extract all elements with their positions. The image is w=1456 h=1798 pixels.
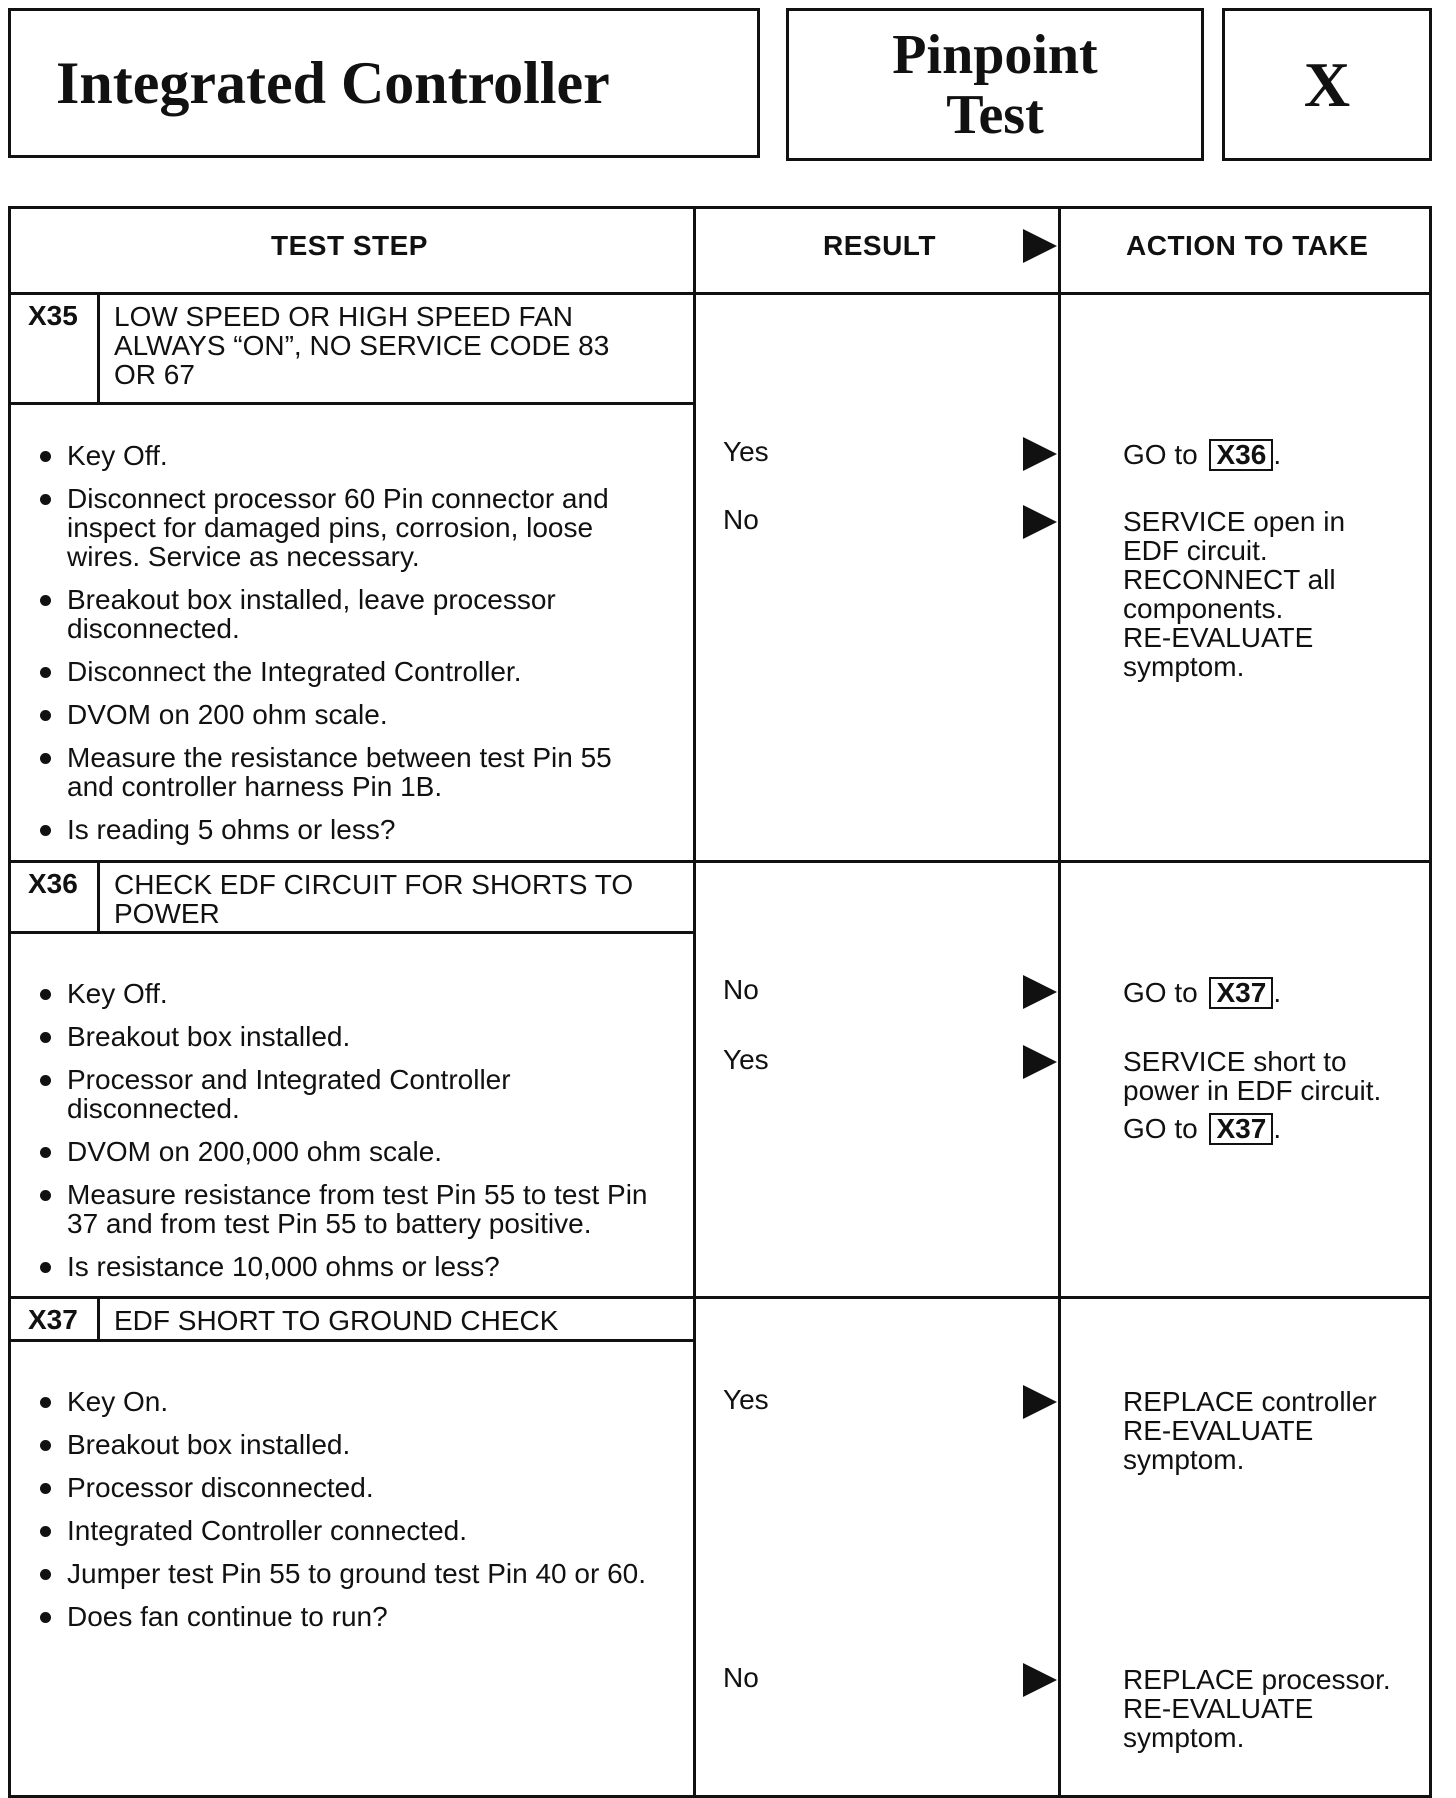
result-arrow-icon xyxy=(1023,1385,1057,1419)
bullet-icon xyxy=(40,1483,51,1494)
action-prefix: GO to xyxy=(1123,439,1198,470)
bullet-icon xyxy=(40,710,51,721)
action-line: symptom. xyxy=(1123,1444,1245,1475)
bullet-text: Key Off. xyxy=(67,440,168,471)
action-line: REPLACE controller xyxy=(1123,1386,1377,1417)
pinpoint-line-2: Test xyxy=(946,83,1044,146)
action-line: RE-EVALUATE xyxy=(1123,1415,1314,1446)
step-divider xyxy=(11,860,1429,863)
bullet-text: Measure the resistance between test Pin 55 xyxy=(67,742,612,773)
step-id-divider xyxy=(97,295,100,405)
step-reference: X36 xyxy=(1209,439,1273,471)
bullet-text: Processor disconnected. xyxy=(67,1472,374,1503)
bullet-text: Measure resistance from test Pin 55 to test Pin xyxy=(67,1179,648,1210)
step-title-divider xyxy=(11,931,693,934)
step-divider xyxy=(11,1296,1429,1299)
bullet-icon xyxy=(40,1262,51,1273)
result-arrow-icon xyxy=(1023,1663,1057,1697)
bullet-text: and controller harness Pin 1B. xyxy=(67,771,443,802)
bullet-text: Jumper test Pin 55 to ground test Pin 40 or 60. xyxy=(67,1558,647,1589)
bullet-text: Breakout box installed. xyxy=(67,1021,351,1052)
bullet-text: inspect for damaged pins, corrosion, loose xyxy=(67,512,594,543)
bullet-icon xyxy=(40,1397,51,1408)
action-text xyxy=(1123,1113,1281,1145)
bullet-icon xyxy=(40,1440,51,1451)
bullet-icon xyxy=(40,1032,51,1043)
bullet-icon xyxy=(40,1569,51,1580)
bullet-text: 37 and from test Pin 55 to battery positive. xyxy=(67,1208,592,1239)
step-title-line: LOW SPEED OR HIGH SPEED FAN xyxy=(114,301,573,332)
bullet-text: Key Off. xyxy=(67,978,168,1009)
step-title-line: ALWAYS “ON”, NO SERVICE CODE 83 xyxy=(114,330,610,361)
pinpoint-test-box xyxy=(786,8,1204,161)
bullet-icon xyxy=(40,753,51,764)
bullet-text: Does fan continue to run? xyxy=(67,1601,388,1632)
action-text xyxy=(1123,439,1281,471)
bullet-text: Integrated Controller connected. xyxy=(67,1515,468,1546)
result-label: Yes xyxy=(723,436,769,467)
column-divider-action xyxy=(1058,209,1061,1795)
bullet-icon xyxy=(40,1147,51,1158)
action-line: SERVICE short to xyxy=(1123,1046,1347,1077)
result-label: Yes xyxy=(723,1384,769,1415)
result-arrow-icon xyxy=(1023,1045,1057,1079)
step-title-divider xyxy=(11,402,693,405)
bullet-text: Processor and Integrated Controller xyxy=(67,1064,511,1095)
bullet-icon xyxy=(40,989,51,1000)
bullet-icon xyxy=(40,494,51,505)
step-id: X35 xyxy=(28,300,78,331)
bullet-text: Key On. xyxy=(67,1386,169,1417)
bullet-text: Is reading 5 ohms or less? xyxy=(67,814,396,845)
bullet-text: Breakout box installed. xyxy=(67,1429,351,1460)
action-suffix: . xyxy=(1273,1113,1282,1144)
action-line: symptom. xyxy=(1123,651,1245,682)
bullet-icon xyxy=(40,1075,51,1086)
pinpoint-test-table xyxy=(8,206,1432,1798)
column-divider-result xyxy=(693,209,696,1795)
step-title-line: CHECK EDF CIRCUIT FOR SHORTS TO xyxy=(114,869,634,900)
result-arrow-icon xyxy=(1023,975,1057,1009)
step-id-divider xyxy=(97,1299,100,1341)
action-line: RE-EVALUATE xyxy=(1123,622,1314,653)
action-line: components. xyxy=(1123,593,1284,624)
result-label: No xyxy=(723,1662,759,1693)
bullet-icon xyxy=(40,1190,51,1201)
bullet-icon xyxy=(40,1612,51,1623)
manual-title: Integrated Controller xyxy=(56,49,610,116)
bullet-text: DVOM on 200 ohm scale. xyxy=(67,699,388,730)
step-id: X37 xyxy=(28,1304,78,1335)
step-title-divider xyxy=(11,1339,693,1342)
step-reference: X37 xyxy=(1209,977,1273,1009)
bullet-icon xyxy=(40,667,51,678)
section-letter-box xyxy=(1222,8,1432,161)
result-arrow-icon xyxy=(1023,505,1057,539)
header-arrow-icon xyxy=(1023,229,1057,263)
step-id-divider xyxy=(97,863,100,933)
result-arrow-icon xyxy=(1023,437,1057,471)
bullet-icon xyxy=(40,1526,51,1537)
bullet-text: Disconnect the Integrated Controller. xyxy=(67,656,522,687)
step-title-line: OR 67 xyxy=(114,359,195,390)
action-suffix: . xyxy=(1273,439,1282,470)
bullet-icon xyxy=(40,451,51,462)
pinpoint-test-label xyxy=(892,25,1097,145)
col-header-action: ACTION TO TAKE xyxy=(1126,230,1369,261)
bullet-text: Disconnect processor 60 Pin connector and xyxy=(67,483,609,514)
action-text xyxy=(1123,977,1281,1009)
col-header-test-step: TEST STEP xyxy=(271,230,428,261)
action-line: RE-EVALUATE xyxy=(1123,1693,1314,1724)
result-label: No xyxy=(723,974,759,1005)
header-row-divider xyxy=(11,292,1429,295)
bullet-icon xyxy=(40,595,51,606)
action-line: symptom. xyxy=(1123,1722,1245,1753)
bullet-text: wires. Service as necessary. xyxy=(67,541,420,572)
section-letter: X xyxy=(1303,48,1351,120)
step-title-line: EDF SHORT TO GROUND CHECK xyxy=(114,1305,559,1336)
col-header-result: RESULT xyxy=(823,230,936,261)
action-line: power in EDF circuit. xyxy=(1123,1075,1382,1106)
bullet-text: DVOM on 200,000 ohm scale. xyxy=(67,1136,443,1167)
action-line: EDF circuit. xyxy=(1123,535,1268,566)
action-suffix: . xyxy=(1273,977,1282,1008)
result-label: Yes xyxy=(723,1044,769,1075)
bullet-text: disconnected. xyxy=(67,1093,240,1124)
bullet-text: Breakout box installed, leave processor xyxy=(67,584,556,615)
result-label: No xyxy=(723,504,759,535)
step-title-line: POWER xyxy=(114,898,220,929)
action-line: REPLACE processor. xyxy=(1123,1664,1391,1695)
manual-title-box xyxy=(8,8,760,158)
action-prefix: GO to xyxy=(1123,977,1198,1008)
bullet-text: Is resistance 10,000 ohms or less? xyxy=(67,1251,500,1282)
step-id: X36 xyxy=(28,868,78,899)
pinpoint-line-1: Pinpoint xyxy=(892,23,1098,86)
bullet-icon xyxy=(40,825,51,836)
action-prefix: GO to xyxy=(1123,1113,1198,1144)
action-line: RECONNECT all xyxy=(1123,564,1336,595)
action-line: SERVICE open in xyxy=(1123,506,1346,537)
bullet-text: disconnected. xyxy=(67,613,240,644)
step-reference: X37 xyxy=(1209,1113,1273,1145)
